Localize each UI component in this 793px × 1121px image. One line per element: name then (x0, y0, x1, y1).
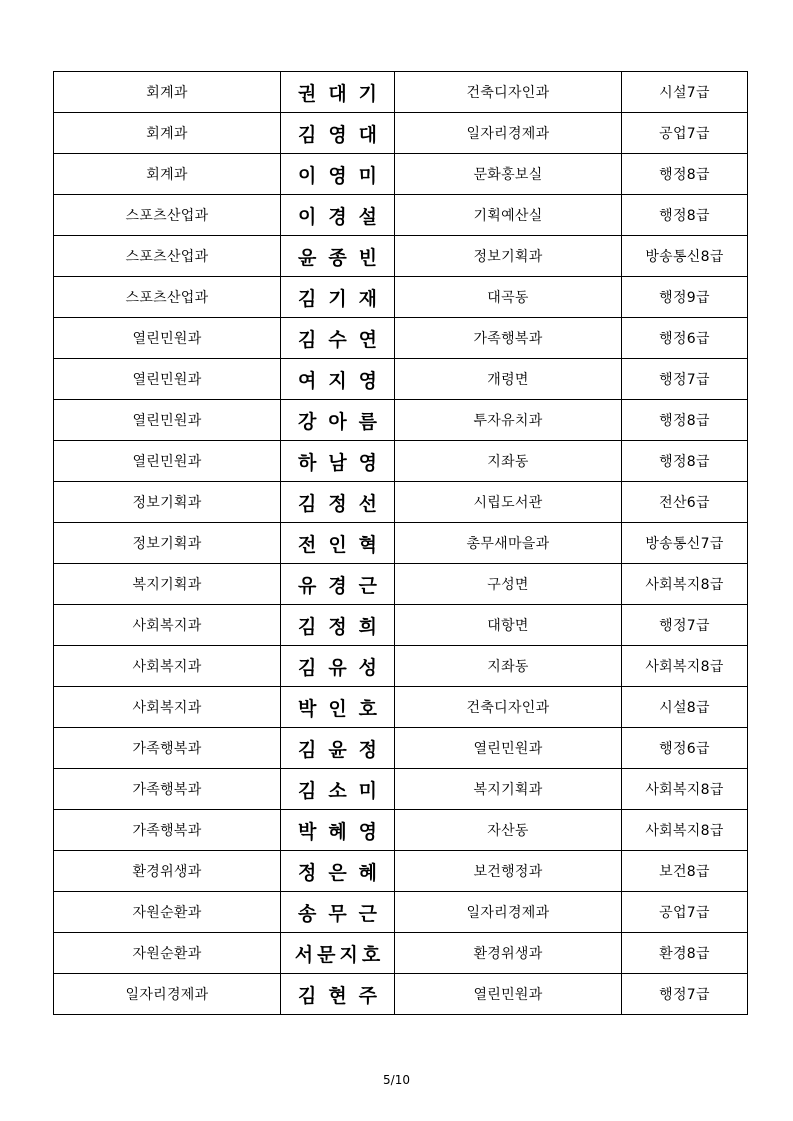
rank-cell: 사회복지8급 (622, 810, 748, 851)
to-department-cell: 구성면 (395, 564, 622, 605)
employee-name-cell: 전인혁 (281, 523, 395, 564)
rank-cell: 행정8급 (622, 400, 748, 441)
employee-name-cell: 김유성 (281, 646, 395, 687)
from-department-cell: 환경위생과 (54, 851, 281, 892)
employee-name-cell: 윤종빈 (281, 236, 395, 277)
from-department-cell: 자원순환과 (54, 933, 281, 974)
from-department-cell: 열린민원과 (54, 318, 281, 359)
to-department-cell: 시립도서관 (395, 482, 622, 523)
rank-cell: 방송통신7급 (622, 523, 748, 564)
rank-cell: 전산6급 (622, 482, 748, 523)
employee-name-cell: 여지영 (281, 359, 395, 400)
rank-cell: 행정8급 (622, 154, 748, 195)
table-row (54, 933, 748, 974)
page-number: 5/10 (383, 1073, 410, 1087)
rank-cell: 시설8급 (622, 687, 748, 728)
table-row (54, 523, 748, 564)
to-department-cell: 정보기획과 (395, 236, 622, 277)
from-department-cell: 회계과 (54, 113, 281, 154)
table-row (54, 974, 748, 1015)
table-row (54, 236, 748, 277)
table-row (54, 769, 748, 810)
rank-cell: 행정9급 (622, 277, 748, 318)
table-row (54, 400, 748, 441)
rank-cell: 방송통신8급 (622, 236, 748, 277)
employee-name-cell: 김정선 (281, 482, 395, 523)
employee-name-cell: 서문지호 (281, 933, 395, 974)
employee-name-cell: 박혜영 (281, 810, 395, 851)
to-department-cell: 지좌동 (395, 441, 622, 482)
table-row (54, 195, 748, 236)
employee-name-cell: 김윤정 (281, 728, 395, 769)
to-department-cell: 기획예산실 (395, 195, 622, 236)
employee-name-cell: 정은혜 (281, 851, 395, 892)
employee-name-cell: 이경설 (281, 195, 395, 236)
from-department-cell: 정보기획과 (54, 523, 281, 564)
from-department-cell: 스포츠산업과 (54, 277, 281, 318)
from-department-cell: 일자리경제과 (54, 974, 281, 1015)
from-department-cell: 열린민원과 (54, 441, 281, 482)
to-department-cell: 문화홍보실 (395, 154, 622, 195)
from-department-cell: 복지기획과 (54, 564, 281, 605)
table-row (54, 318, 748, 359)
to-department-cell: 복지기획과 (395, 769, 622, 810)
to-department-cell: 환경위생과 (395, 933, 622, 974)
from-department-cell: 열린민원과 (54, 400, 281, 441)
employee-name-cell: 김수연 (281, 318, 395, 359)
table-row (54, 72, 748, 113)
from-department-cell: 회계과 (54, 72, 281, 113)
to-department-cell: 건축디자인과 (395, 687, 622, 728)
to-department-cell: 개령면 (395, 359, 622, 400)
table-row (54, 154, 748, 195)
to-department-cell: 열린민원과 (395, 974, 622, 1015)
table-row (54, 687, 748, 728)
from-department-cell: 자원순환과 (54, 892, 281, 933)
table-row (54, 728, 748, 769)
to-department-cell: 자산동 (395, 810, 622, 851)
employee-name-cell: 김기재 (281, 277, 395, 318)
employee-name-cell: 강아름 (281, 400, 395, 441)
employee-name-cell: 이영미 (281, 154, 395, 195)
to-department-cell: 지좌동 (395, 646, 622, 687)
from-department-cell: 가족행복과 (54, 769, 281, 810)
rank-cell: 공업7급 (622, 113, 748, 154)
rank-cell: 사회복지8급 (622, 769, 748, 810)
employee-name-cell: 김정희 (281, 605, 395, 646)
from-department-cell: 가족행복과 (54, 728, 281, 769)
table-row (54, 441, 748, 482)
rank-cell: 보건8급 (622, 851, 748, 892)
from-department-cell: 사회복지과 (54, 646, 281, 687)
rank-cell: 행정7급 (622, 359, 748, 400)
from-department-cell: 열린민원과 (54, 359, 281, 400)
rank-cell: 행정7급 (622, 605, 748, 646)
employee-name-cell: 김영대 (281, 113, 395, 154)
to-department-cell: 건축디자인과 (395, 72, 622, 113)
rank-cell: 사회복지8급 (622, 646, 748, 687)
table-row (54, 359, 748, 400)
table-row (54, 113, 748, 154)
from-department-cell: 스포츠산업과 (54, 195, 281, 236)
to-department-cell: 보건행정과 (395, 851, 622, 892)
rank-cell: 행정7급 (622, 974, 748, 1015)
to-department-cell: 투자유치과 (395, 400, 622, 441)
rank-cell: 시설7급 (622, 72, 748, 113)
rank-cell: 행정6급 (622, 318, 748, 359)
rank-cell: 사회복지8급 (622, 564, 748, 605)
to-department-cell: 가족행복과 (395, 318, 622, 359)
to-department-cell: 대항면 (395, 605, 622, 646)
table-row (54, 892, 748, 933)
table-row (54, 482, 748, 523)
employee-name-cell: 김현주 (281, 974, 395, 1015)
table-row (54, 646, 748, 687)
to-department-cell: 일자리경제과 (395, 892, 622, 933)
personnel-table (53, 71, 748, 1015)
from-department-cell: 회계과 (54, 154, 281, 195)
to-department-cell: 총무새마을과 (395, 523, 622, 564)
rank-cell: 공업7급 (622, 892, 748, 933)
employee-name-cell: 권대기 (281, 72, 395, 113)
to-department-cell: 일자리경제과 (395, 113, 622, 154)
rank-cell: 행정8급 (622, 441, 748, 482)
rank-cell: 행정8급 (622, 195, 748, 236)
from-department-cell: 사회복지과 (54, 605, 281, 646)
from-department-cell: 스포츠산업과 (54, 236, 281, 277)
employee-name-cell: 김소미 (281, 769, 395, 810)
to-department-cell: 대곡동 (395, 277, 622, 318)
rank-cell: 행정6급 (622, 728, 748, 769)
table-row (54, 810, 748, 851)
table-row (54, 605, 748, 646)
from-department-cell: 정보기획과 (54, 482, 281, 523)
employee-name-cell: 하남영 (281, 441, 395, 482)
to-department-cell: 열린민원과 (395, 728, 622, 769)
employee-name-cell: 송무근 (281, 892, 395, 933)
employee-name-cell: 유경근 (281, 564, 395, 605)
from-department-cell: 가족행복과 (54, 810, 281, 851)
rank-cell: 환경8급 (622, 933, 748, 974)
table-row (54, 277, 748, 318)
table-row (54, 564, 748, 605)
employee-name-cell: 박인호 (281, 687, 395, 728)
table-row (54, 851, 748, 892)
personnel-table-body (54, 72, 748, 1015)
from-department-cell: 사회복지과 (54, 687, 281, 728)
